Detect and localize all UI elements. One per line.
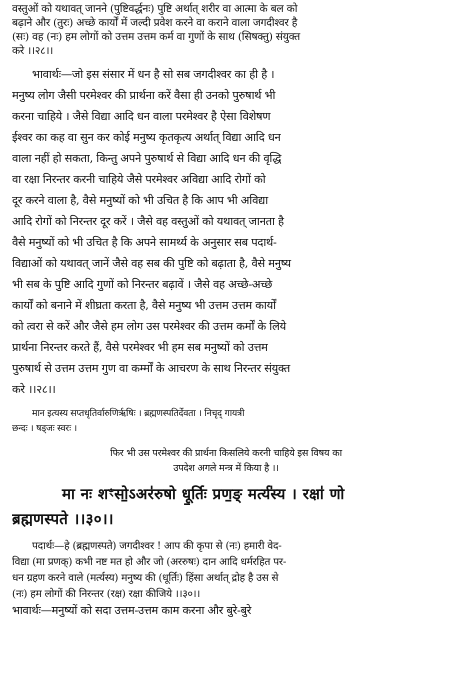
text-line: करे ।।२८।। [12,383,56,396]
text-line: वाला नहीं हो सकता, किन्तु अपने पुरुषार्थ से विद्या आदि धन की वृद्धि [12,152,282,165]
text-line: विद्या (मा प्रणक्) कभी नष्ट मत हो और जो (अररुषः) दान आदि धर्मरहित पर- [12,556,287,568]
text-line: फिर भी उस परमेश्वर की प्रार्थना किसलिये करनी चाहिये इस विषय का [110,448,342,459]
text-line: उपदेश अगले मन्त्र में किया है ।। [173,463,279,474]
text-line: प्रार्थना निरन्तर करते हैं, वैसे परमेश्वर भी हम सब मनुष्यों को उत्तम [12,341,268,354]
text-line: विद्याओं को यथावत् जानें जैसे वह सब की पुष्टि को बढ़ाता है, वैसे मनुष्य [12,257,291,270]
text-line: (नः) हम लोगों की निरन्तर (रक्ष) रक्षा कीजिये ।।३०।। [12,588,201,600]
text-line: आदि रोगों को निरन्तर दूर करें । जैसे वह वस्तुओं को यथावत् जानता है [12,215,284,228]
text-line: मा नः शꣳसो॒ऽअर॑रुषो धू॒र्तिः प्रण॒ङ् मर्त्य॑स्य । रक्षा॑ णो [62,485,345,503]
text-line: छन्दः । षड्जः स्वरः । [12,423,77,434]
rishi-devata-line [12,406,440,436]
text-line: करना चाहिये । जैसे विद्या आदि धन वाला परमेश्वर है ऐसा विशेषण [12,110,271,123]
text-line: ब्रह्मणस्पते ।।३०।। [12,510,114,528]
text-line: मनुष्य लोग जैसी परमेश्वर की प्रार्थना करें वैसा ही उनको पुरुषार्थ भी [12,89,276,102]
bhavartha-next [12,602,440,620]
text-line: भावार्थः—मनुष्यों को सदा उत्तम-उत्तम काम करना और बुरे-बुरे [12,604,252,617]
text-line: करे ।।२८।। [12,45,54,57]
text-line: ईश्वर का कह वा सुन कर कोई मनुष्य कृतकृत्य अर्थात् विद्या आदि धन [12,131,281,144]
text-line: मान इत्यस्य सप्तधृतिर्वारुणिर्ऋषिः । ब्रह्मणस्पतिर्देवता । निचृद् गायत्री [32,408,245,419]
text-line: वैसे मनुष्यों को भी उचित है कि अपने सामर्थ्य के अनुसार सब पदार्थ- [12,236,277,249]
text-line: वा रक्षा निरन्तर करनी चाहिये जैसे परमेश्वर अविद्या आदि रोगों को [12,173,266,186]
intro-note [12,446,440,476]
text-line: पदार्थः—हे (ब्रह्मणस्पते) जगदीश्वर ! आप की कृपा से (नः) हमारी वेद- [32,540,282,552]
mantra-meaning-end [12,2,440,58]
text-line: दूर करने वाला है, वैसे मनुष्यों को भी उचित है कि आप भी अविद्या [12,194,268,207]
text-line: वस्तुओं को यथावत् जानने (पुष्टिवर्द्धनः) पुष्टि अर्थात् शरीर वा आत्मा के बल को [12,3,298,15]
text-line: को त्वरा से करें और जैसे हम लोग उस परमेश्वर की उत्तम कर्मों के लिये [12,320,286,333]
text-line: पुरुषार्थ से उत्तम उत्तम गुण वा कर्म्मों के आचरण के साथ निरन्तर संयुक्त [12,362,290,375]
text-line: धन ग्रहण करने वाले (मर्त्यस्य) मनुष्य की (धूर्तिः) हिंसा अर्थात् द्रोह है उस से [12,572,279,584]
text-line: भावार्थः—जो इस संसार में धन है सो सब जगदीश्वर का ही है । [32,68,275,81]
text-line: बढ़ाने और (तुरः) अच्छे कार्यों में जल्दी प्रवेश करने वा कराने वाला जगदीश्वर है [12,17,298,29]
text-line: कार्यों को बनाने में शीघ्रता करता है, वैसे मनुष्य भी उत्तम उत्तम कार्यों [12,299,276,312]
padartha-paragraph [12,538,440,602]
text-line: भी सब के पुष्टि आदि गुणों को निरन्तर बढ़ावें । जैसे वह अच्छे-अच्छे [12,278,273,291]
text-line: (सः) वह (नः) हम लोगों को उत्तम उत्तम कर्म वा गुणों के साथ (सिषक्तु) संयुक्त [12,31,301,43]
mantra-verse [12,482,440,532]
bhavartha-paragraph [12,64,440,400]
